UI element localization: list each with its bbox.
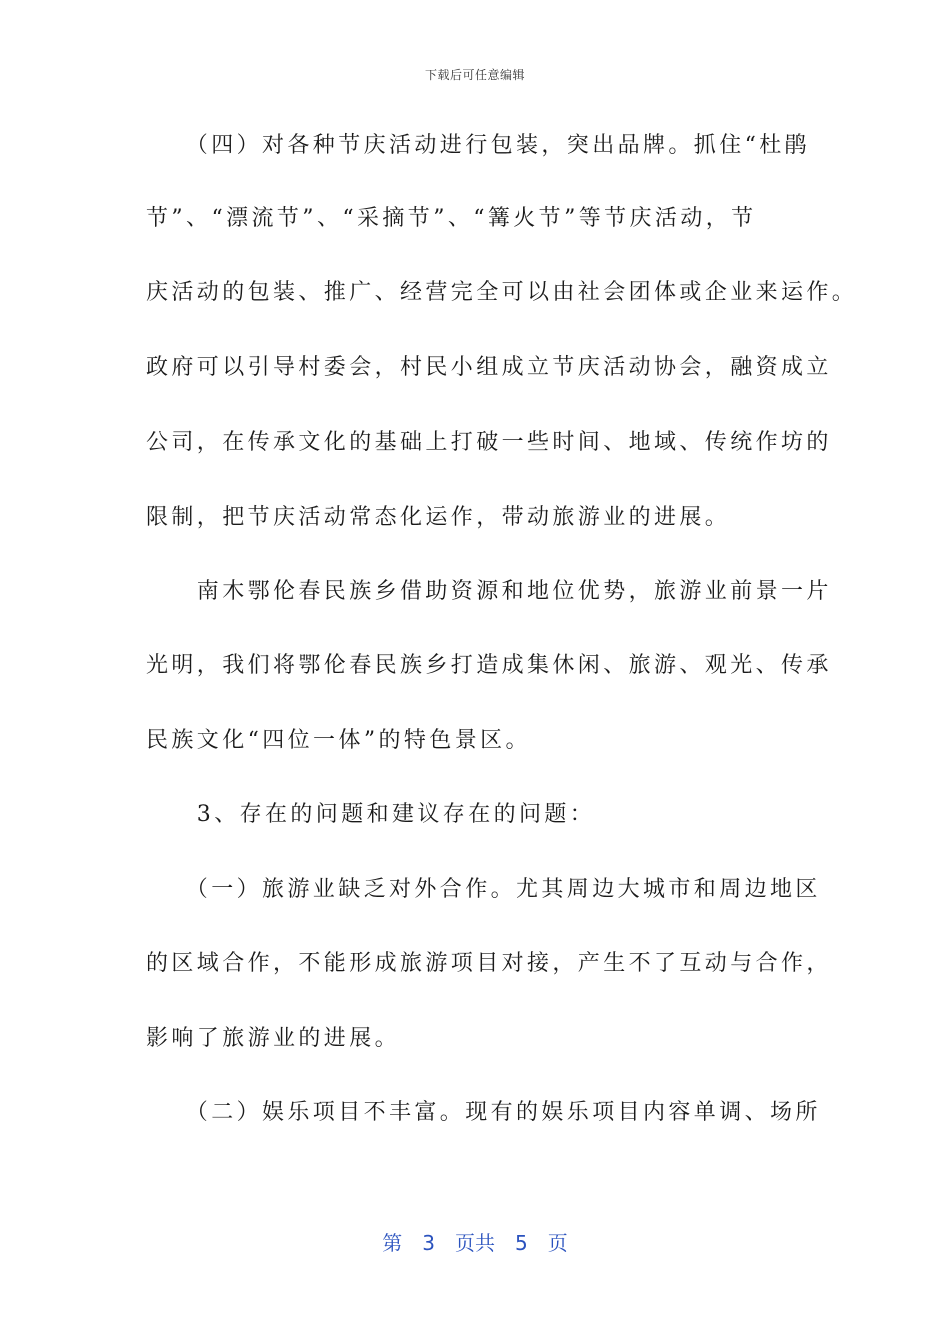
text-line: 民族文化“四位一体”的特色景区。 — [146, 728, 531, 753]
text-line: 限制，把节庆活动常态化运作，带动旅游业的进展。 — [146, 505, 731, 530]
text-line: 南木鄂伦春民族乡借助资源和地位优势，旅游业前景一片 — [146, 579, 832, 604]
header-note: 下载后可任意编辑 — [424, 68, 525, 82]
text-line: 庆活动的包装、推广、经营完全可以由社会团体或企业来运作。 — [146, 280, 858, 305]
page-number: 第 3 页共 5 页 — [382, 1231, 568, 1255]
text-line: 的区域合作，不能形成旅游项目对接，产生不了互动与合作， — [146, 951, 832, 976]
text-line: 光明，我们将鄂伦春民族乡打造成集休闲、旅游、观光、传承 — [146, 653, 832, 678]
text-line: 公司，在传承文化的基础上打破一些时间、地域、传统作坊的 — [146, 430, 832, 455]
text-line: 3、存在的问题和建议存在的问题： — [146, 802, 596, 827]
text-line: 影响了旅游业的进展。 — [146, 1026, 401, 1051]
text-line: 节”、“漂流节”、“采摘节”、“篝火节”等节庆活动，节 — [146, 206, 757, 231]
text-line: （四）对各种节庆活动进行包装，突出品牌。抓住“杜鹃 — [146, 133, 811, 158]
text-line: 政府可以引导村委会，村民小组成立节庆活动协会，融资成立 — [146, 355, 832, 380]
text-line: （二）娱乐项目不丰富。现有的娱乐项目内容单调、场所 — [146, 1100, 821, 1125]
text-line: （一）旅游业缺乏对外合作。尤其周边大城市和周边地区 — [146, 877, 821, 902]
